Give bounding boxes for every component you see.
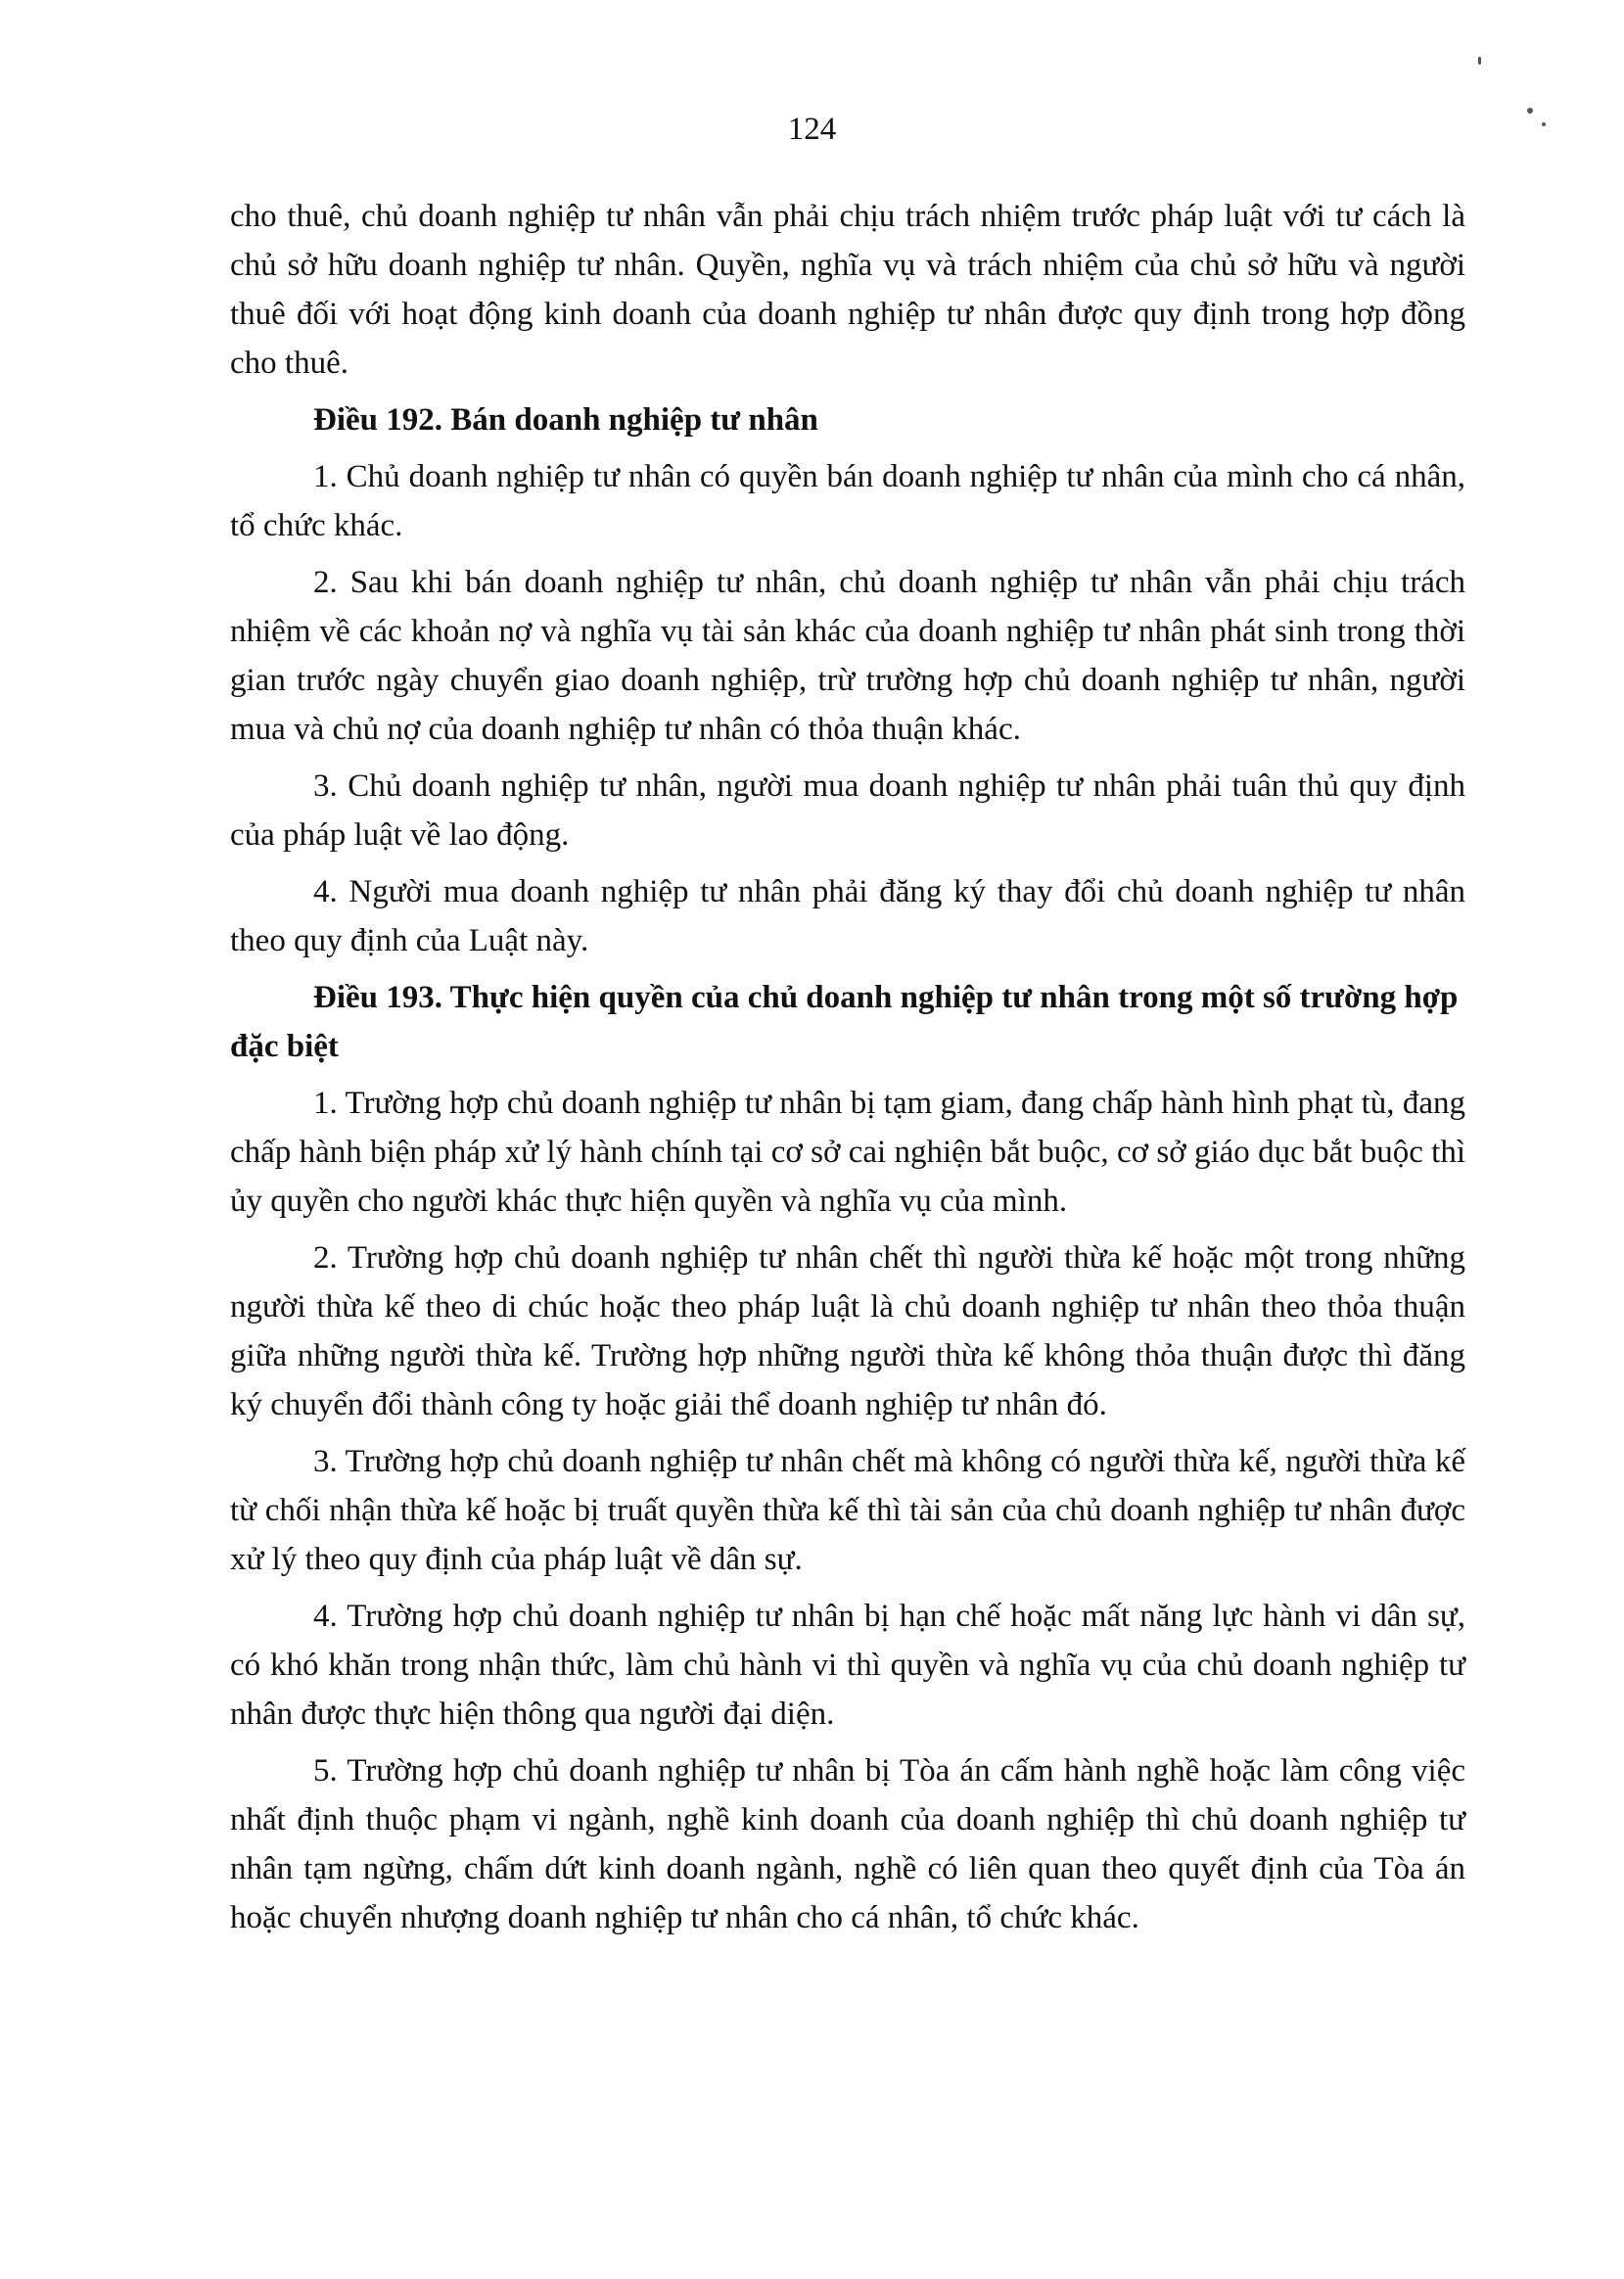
- article-193-clause-1: 1. Trường hợp chủ doanh nghiệp tư nhân bị tạm giam, đang chấp hành hình phạt tù, đang chấp hành biện pháp xử lý hành chính tại cơ sở cai nghiện bắt buộc, cơ sở giáo dục bắt buộc thì ủy quyền cho người khác thực hiện quyền và nghĩa vụ của mình.: [230, 1086, 1465, 1219]
- article-192-clause-1: 1. Chủ doanh nghiệp tư nhân có quyền bán doanh nghiệp tư nhân của mình cho cá nhân, tổ chức khác.: [230, 459, 1465, 543]
- article-192-clause-3: 3. Chủ doanh nghiệp tư nhân, người mua doanh nghiệp tư nhân phải tuân thủ quy định của pháp luật về lao động.: [230, 768, 1465, 853]
- page-number: 124: [787, 112, 837, 147]
- article-193-clause-3: 3. Trường hợp chủ doanh nghiệp tư nhân chết mà không có người thừa kế, người thừa kế từ chối nhận thừa kế hoặc bị truất quyền thừa kế thì tài sản của chủ doanh nghiệp tư nhân được xử lý theo quy định của pháp luật về dân sự.: [230, 1444, 1465, 1577]
- scan-artifact: [1478, 57, 1481, 65]
- article-193-clause-5: 5. Trường hợp chủ doanh nghiệp tư nhân bị Tòa án cấm hành nghề hoặc làm công việc nhất định thuộc phạm vi ngành, nghề kinh doanh của doanh nghiệp thì chủ doanh nghiệp tư nhân tạm ngừng, chấm dứt kinh doanh ngành, nghề có liên quan theo quyết định của Tòa án hoặc chuyển nhượng doanh nghiệp tư nhân cho cá nhân, tổ chức khác.: [230, 1753, 1465, 1935]
- scan-artifact: [1542, 122, 1546, 126]
- article-193-clause-4: 4. Trường hợp chủ doanh nghiệp tư nhân bị hạn chế hoặc mất năng lực hành vi dân sự, có khó khăn trong nhận thức, làm chủ hành vi thì quyền và nghĩa vụ của chủ doanh nghiệp tư nhân được thực hiện thông qua người đại diện.: [230, 1599, 1465, 1732]
- article-193-clause-2: 2. Trường hợp chủ doanh nghiệp tư nhân chết thì người thừa kế hoặc một trong những người thừa kế theo di chúc hoặc theo pháp luật là chủ doanh nghiệp tư nhân theo thỏa thuận giữa những người thừa kế. Trường hợp những người thừa kế không thỏa thuận được thì đăng ký chuyển đổi thành công ty hoặc giải thể doanh nghiệp tư nhân đó.: [230, 1240, 1465, 1422]
- article-193-heading: Điều 193. Thực hiện quyền của chủ doanh nghiệp tư nhân trong một số trường hợp đặc biệt: [230, 980, 1459, 1064]
- paragraph-continuation: cho thuê, chủ doanh nghiệp tư nhân vẫn phải chịu trách nhiệm trước pháp luật với tư cách là chủ sở hữu doanh nghiệp tư nhân. Quyền, nghĩa vụ và trách nhiệm của chủ sở hữu và người thuê đối với hoạt động kinh doanh của doanh nghiệp tư nhân được quy định trong hợp đồng cho thuê.: [230, 199, 1465, 381]
- scan-artifact: [1527, 108, 1533, 114]
- article-192-clause-2: 2. Sau khi bán doanh nghiệp tư nhân, chủ doanh nghiệp tư nhân vẫn phải chịu trách nhiệm về các khoản nợ và nghĩa vụ tài sản khác của doanh nghiệp tư nhân phát sinh trong thời gian trước ngày chuyển giao doanh nghiệp, trừ trường hợp chủ doanh nghiệp tư nhân, người mua và chủ nợ của doanh nghiệp tư nhân có thỏa thuận khác.: [230, 565, 1465, 747]
- article-192-clause-4: 4. Người mua doanh nghiệp tư nhân phải đăng ký thay đổi chủ doanh nghiệp tư nhân theo quy định của Luật này.: [230, 874, 1465, 958]
- article-192-heading: Điều 192. Bán doanh nghiệp tư nhân: [313, 402, 818, 438]
- page-body: [230, 192, 1465, 1950]
